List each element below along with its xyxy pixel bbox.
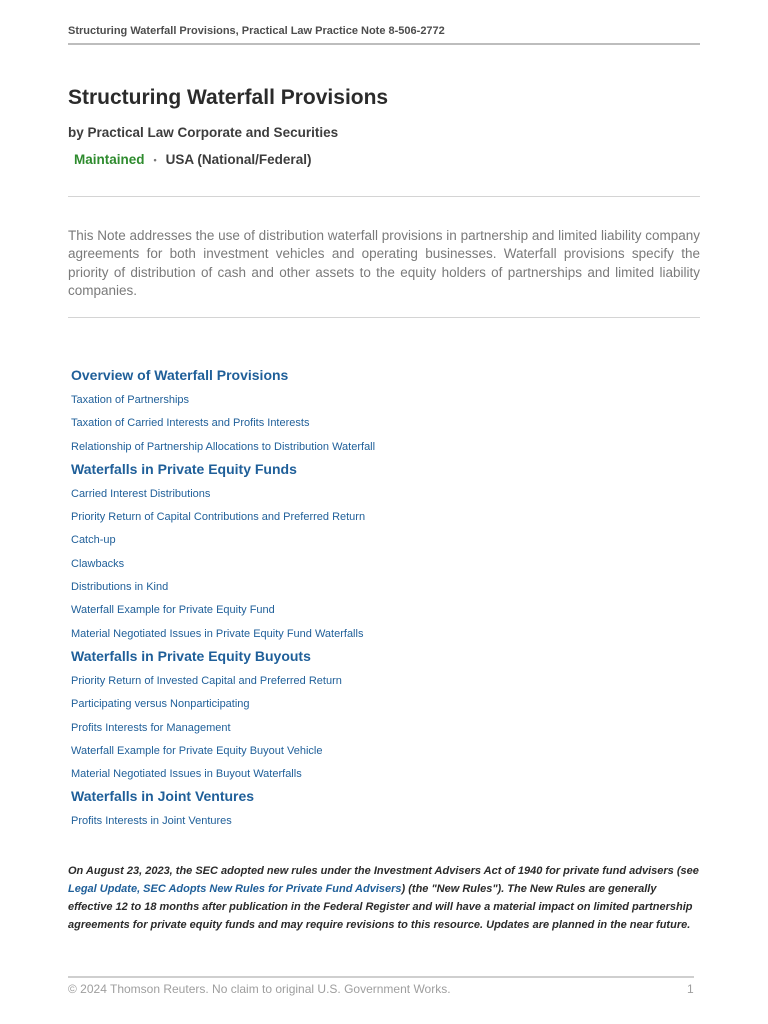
toc-link[interactable]: Profits Interests in Joint Ventures <box>71 815 232 828</box>
header-divider <box>68 43 700 45</box>
document-title: Structuring Waterfall Provisions <box>68 86 389 109</box>
footer-divider <box>68 976 694 978</box>
toc-section-heading[interactable]: Waterfalls in Joint Ventures <box>71 788 255 805</box>
jurisdiction: USA (National/Federal) <box>165 152 312 167</box>
sec-rules-notice <box>68 862 700 934</box>
notice-text: On August 23, 2023, the SEC adopted new rules under the Investment Advisers Act of 1940 for private fund advisers (see <box>68 865 699 877</box>
toc-link[interactable]: Waterfall Example for Private Equity Fund <box>71 604 275 617</box>
copyright-notice: © 2024 Thomson Reuters. No claim to original U.S. Government Works. <box>68 982 451 996</box>
divider <box>68 317 700 318</box>
notice-text: ) (the "New Rules"). The New Rules are generally effective 12 to 18 months after publication in the Federal Register and will have a material impact on limited partnership agreements for private equity funds and may require revisions to this resource. Updates are planned in the near future. <box>68 883 693 931</box>
toc-link[interactable]: Material Negotiated Issues in Private Equity Fund Waterfalls <box>71 627 364 640</box>
legal-update-link[interactable]: Legal Update, SEC Adopts New Rules for Private Fund Advisers <box>68 883 402 895</box>
toc-link[interactable]: Priority Return of Invested Capital and Preferred Return <box>71 674 342 687</box>
toc-link[interactable]: Carried Interest Distributions <box>71 487 211 500</box>
toc-section-heading[interactable]: Waterfalls in Private Equity Buyouts <box>71 647 311 664</box>
running-header: Structuring Waterfall Provisions, Practical Law Practice Note 8-506-2772 <box>68 25 445 37</box>
page-number: 1 <box>687 982 694 996</box>
table-of-contents <box>71 366 691 834</box>
toc-link[interactable]: Profits Interests for Management <box>71 721 231 734</box>
abstract: This Note addresses the use of distribution waterfall provisions in partnership and limited liability company agreements for both investment vehicles and operating businesses. Waterfall provisions specify the priority of distribution of cash and other assets to the equity holders of partnerships and limited liability companies. <box>68 228 700 298</box>
status-row <box>74 152 311 167</box>
byline: by Practical Law Corporate and Securities <box>68 125 339 140</box>
toc-link[interactable]: Waterfall Example for Private Equity Buyout Vehicle <box>71 744 323 757</box>
toc-link[interactable]: Relationship of Partnership Allocations to Distribution Waterfall <box>71 440 376 453</box>
divider <box>68 196 700 197</box>
maintained-status: Maintained <box>74 152 145 167</box>
toc-link[interactable]: Participating versus Nonparticipating <box>71 698 250 711</box>
toc-link[interactable]: Distributions in Kind <box>71 581 169 594</box>
toc-link[interactable]: Material Negotiated Issues in Buyout Waterfalls <box>71 768 302 781</box>
toc-link[interactable]: Priority Return of Capital Contributions and Preferred Return <box>71 511 366 524</box>
toc-section-heading[interactable]: Overview of Waterfall Provisions <box>71 367 289 383</box>
toc-section-heading[interactable]: Waterfalls in Private Equity Funds <box>71 460 297 477</box>
toc-link[interactable]: Taxation of Carried Interests and Profits Interests <box>71 417 310 430</box>
toc-link[interactable]: Taxation of Partnerships <box>71 394 190 406</box>
toc-link[interactable]: Catch-up <box>71 534 116 547</box>
bullet-separator: • <box>153 154 157 165</box>
toc-link[interactable]: Clawbacks <box>71 557 125 570</box>
